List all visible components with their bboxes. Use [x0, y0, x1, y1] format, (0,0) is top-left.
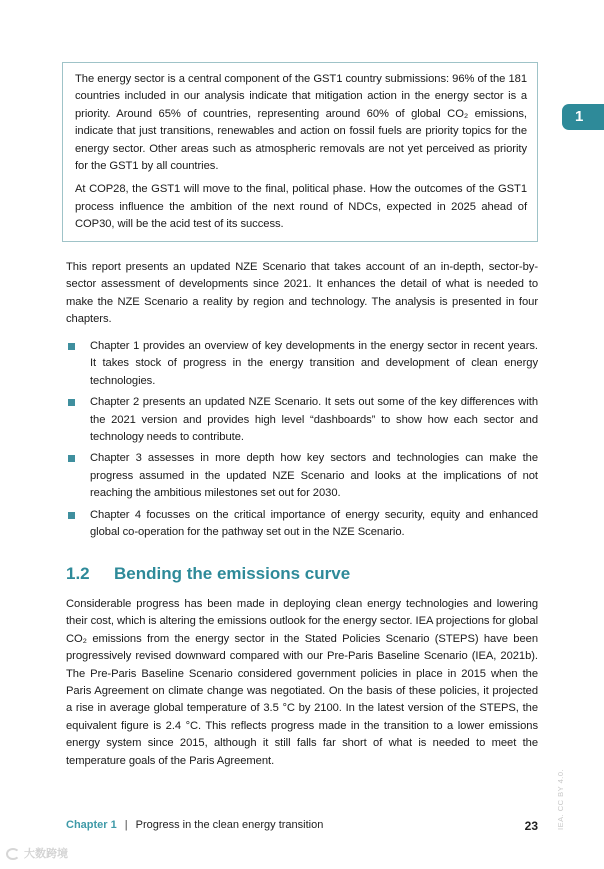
- list-item: [66, 450, 538, 502]
- watermark-logo-icon: [6, 848, 20, 860]
- callout-box: [62, 62, 538, 242]
- callout-paragraph: At COP28, the GST1 will move to the final, political phase. How the outcomes of the GST1 process influence the ambition of the next round of NDCs, expected in 2025 ahead of COP30, will be the acid test of its success.: [75, 183, 527, 231]
- section-heading: [66, 564, 350, 584]
- list-item-text: Chapter 4 focusses on the critical importance of energy security, equity and enhanced global co-operation for the pathway set out in the NZE Scenario.: [90, 508, 538, 539]
- intro-paragraph: This report presents an updated NZE Scenario that takes account of an in-depth, sector-by-sector assessment of developments since 2021. It enhances the detail of what is needed to make the NZE Scenario a reality by region and technology. The analysis is presented in four chapters.: [66, 261, 538, 326]
- footer-separator: |: [124, 819, 128, 831]
- callout-paragraph: The energy sector is a central component of the GST1 country submissions: 96% of the 181 countries included in our analysis indicate that mitigation action in the energy sector is a priority. Around 65% of countries, representing around 60% of global CO₂ emissions, indicate that just transitions, renewables and action on fossil fuels are priority topics for the energy sector. Other areas such as atmospheric removals are not yet perceived as priority for the GST1 by all countries.: [75, 73, 527, 173]
- list-item-text: Chapter 3 assesses in more depth how key sectors and technologies can make the progress assumed in the updated NZE Scenario and looks at the implications of not reaching the ambitious milestones set out for 2030.: [90, 452, 538, 500]
- list-item: [66, 507, 538, 542]
- list-item: [66, 394, 538, 446]
- section-body: Considerable progress has been made in deploying clean energy technologies and lowering their cost, which is altering the emissions outlook for the energy sector. IEA projections for global CO₂ emissions from the energy sector in the Stated Policies Scenario (STEPS) have been progressively revised downward compared with our Pre-Paris Baseline Scenario (IEA, 2021b). The Pre-Paris Baseline Scenario considered government policies in place in 2015 when the Paris Agreement on climate change was negotiated. On the basis of these policies, it projected a rise in average global temperature of 3.5 °C by 2100. In the latest version of the STEPS, the equivalent figure is 2.4 °C. This reflects progress made in the transition to a lower emissions energy system since 2015, although it still falls far short of what is needed to meet the temperature goals of the Paris Agreement.: [66, 598, 538, 767]
- square-bullet-icon: [68, 512, 75, 519]
- square-bullet-icon: [68, 455, 75, 462]
- list-item-text: Chapter 1 provides an overview of key developments in the energy sector in recent years. It takes stock of progress in the energy transition and development of clean energy technologies.: [90, 340, 538, 387]
- section-title: Bending the emissions curve: [114, 564, 351, 583]
- chapter-tab: 1: [562, 104, 604, 130]
- section-number: 1.2: [66, 564, 90, 583]
- square-bullet-icon: [68, 343, 75, 350]
- page-number: 23: [524, 819, 538, 833]
- license-note: IEA. CC BY 4.0.: [556, 768, 565, 830]
- page-footer: [66, 819, 538, 831]
- footer-title: Progress in the clean energy transition: [135, 819, 324, 831]
- chapter-list: [66, 338, 538, 545]
- list-item: [66, 338, 538, 390]
- footer-chapter: Chapter 1: [66, 819, 117, 831]
- watermark-text: 大数跨境: [24, 848, 68, 860]
- square-bullet-icon: [68, 399, 75, 406]
- list-item-text: Chapter 2 presents an updated NZE Scenario. It sets out some of the key differences with the 2021 version and provides high level “dashboards” to show how each sector and technology needs to contribute.: [90, 396, 538, 444]
- watermark: [6, 845, 68, 861]
